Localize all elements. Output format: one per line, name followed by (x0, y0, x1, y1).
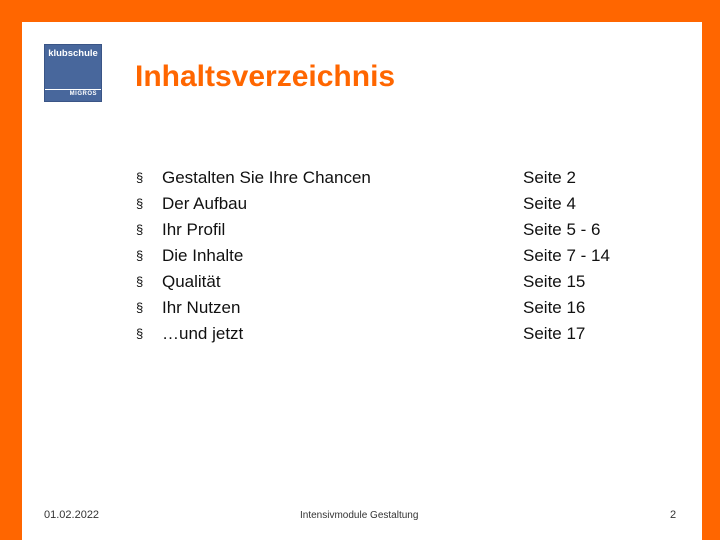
footer-date: 01.02.2022 (44, 509, 100, 521)
toc-item-page: Seite 7 - 14 (523, 246, 610, 265)
toc-item-label: …und jetzt (162, 324, 244, 343)
toc-item-page: Seite 16 (523, 298, 586, 317)
toc-item (136, 269, 656, 295)
bullet-icon: § (136, 248, 144, 263)
toc-item-page: Seite 5 - 6 (523, 220, 601, 239)
toc-item (136, 295, 656, 321)
toc-item-label: Ihr Nutzen (162, 298, 241, 317)
toc-item-label: Gestalten Sie Ihre Chancen (162, 168, 371, 187)
toc-item (136, 191, 656, 217)
bullet-icon: § (136, 326, 144, 341)
toc-item-page: Seite 4 (523, 194, 576, 213)
toc-item-page: Seite 2 (523, 168, 576, 187)
toc-item-label: Der Aufbau (162, 194, 248, 213)
footer-page-number: 2 (670, 509, 677, 521)
table-of-contents (136, 165, 656, 347)
bullet-icon: § (136, 300, 144, 315)
bullet-icon: § (136, 170, 144, 185)
logo-wordmark: klubschule (48, 48, 98, 59)
toc-item-label: Qualität (162, 272, 221, 291)
klubschule-migros-logo (44, 44, 102, 102)
toc-item (136, 165, 656, 191)
toc-item-label: Ihr Profil (162, 220, 226, 239)
toc-item-label: Die Inhalte (162, 246, 244, 265)
bullet-icon: § (136, 196, 144, 211)
toc-item (136, 217, 656, 243)
toc-item-page: Seite 17 (523, 324, 586, 343)
bullet-icon: § (136, 274, 144, 289)
toc-item (136, 243, 656, 269)
footer-course-title: Intensivmodule Gestaltung (300, 510, 419, 521)
toc-item-page: Seite 15 (523, 272, 586, 291)
bullet-icon: § (136, 222, 144, 237)
toc-item (136, 321, 656, 347)
slide-title: Inhaltsverzeichnis (135, 60, 396, 93)
logo-subtext: MIGROS (69, 91, 97, 97)
